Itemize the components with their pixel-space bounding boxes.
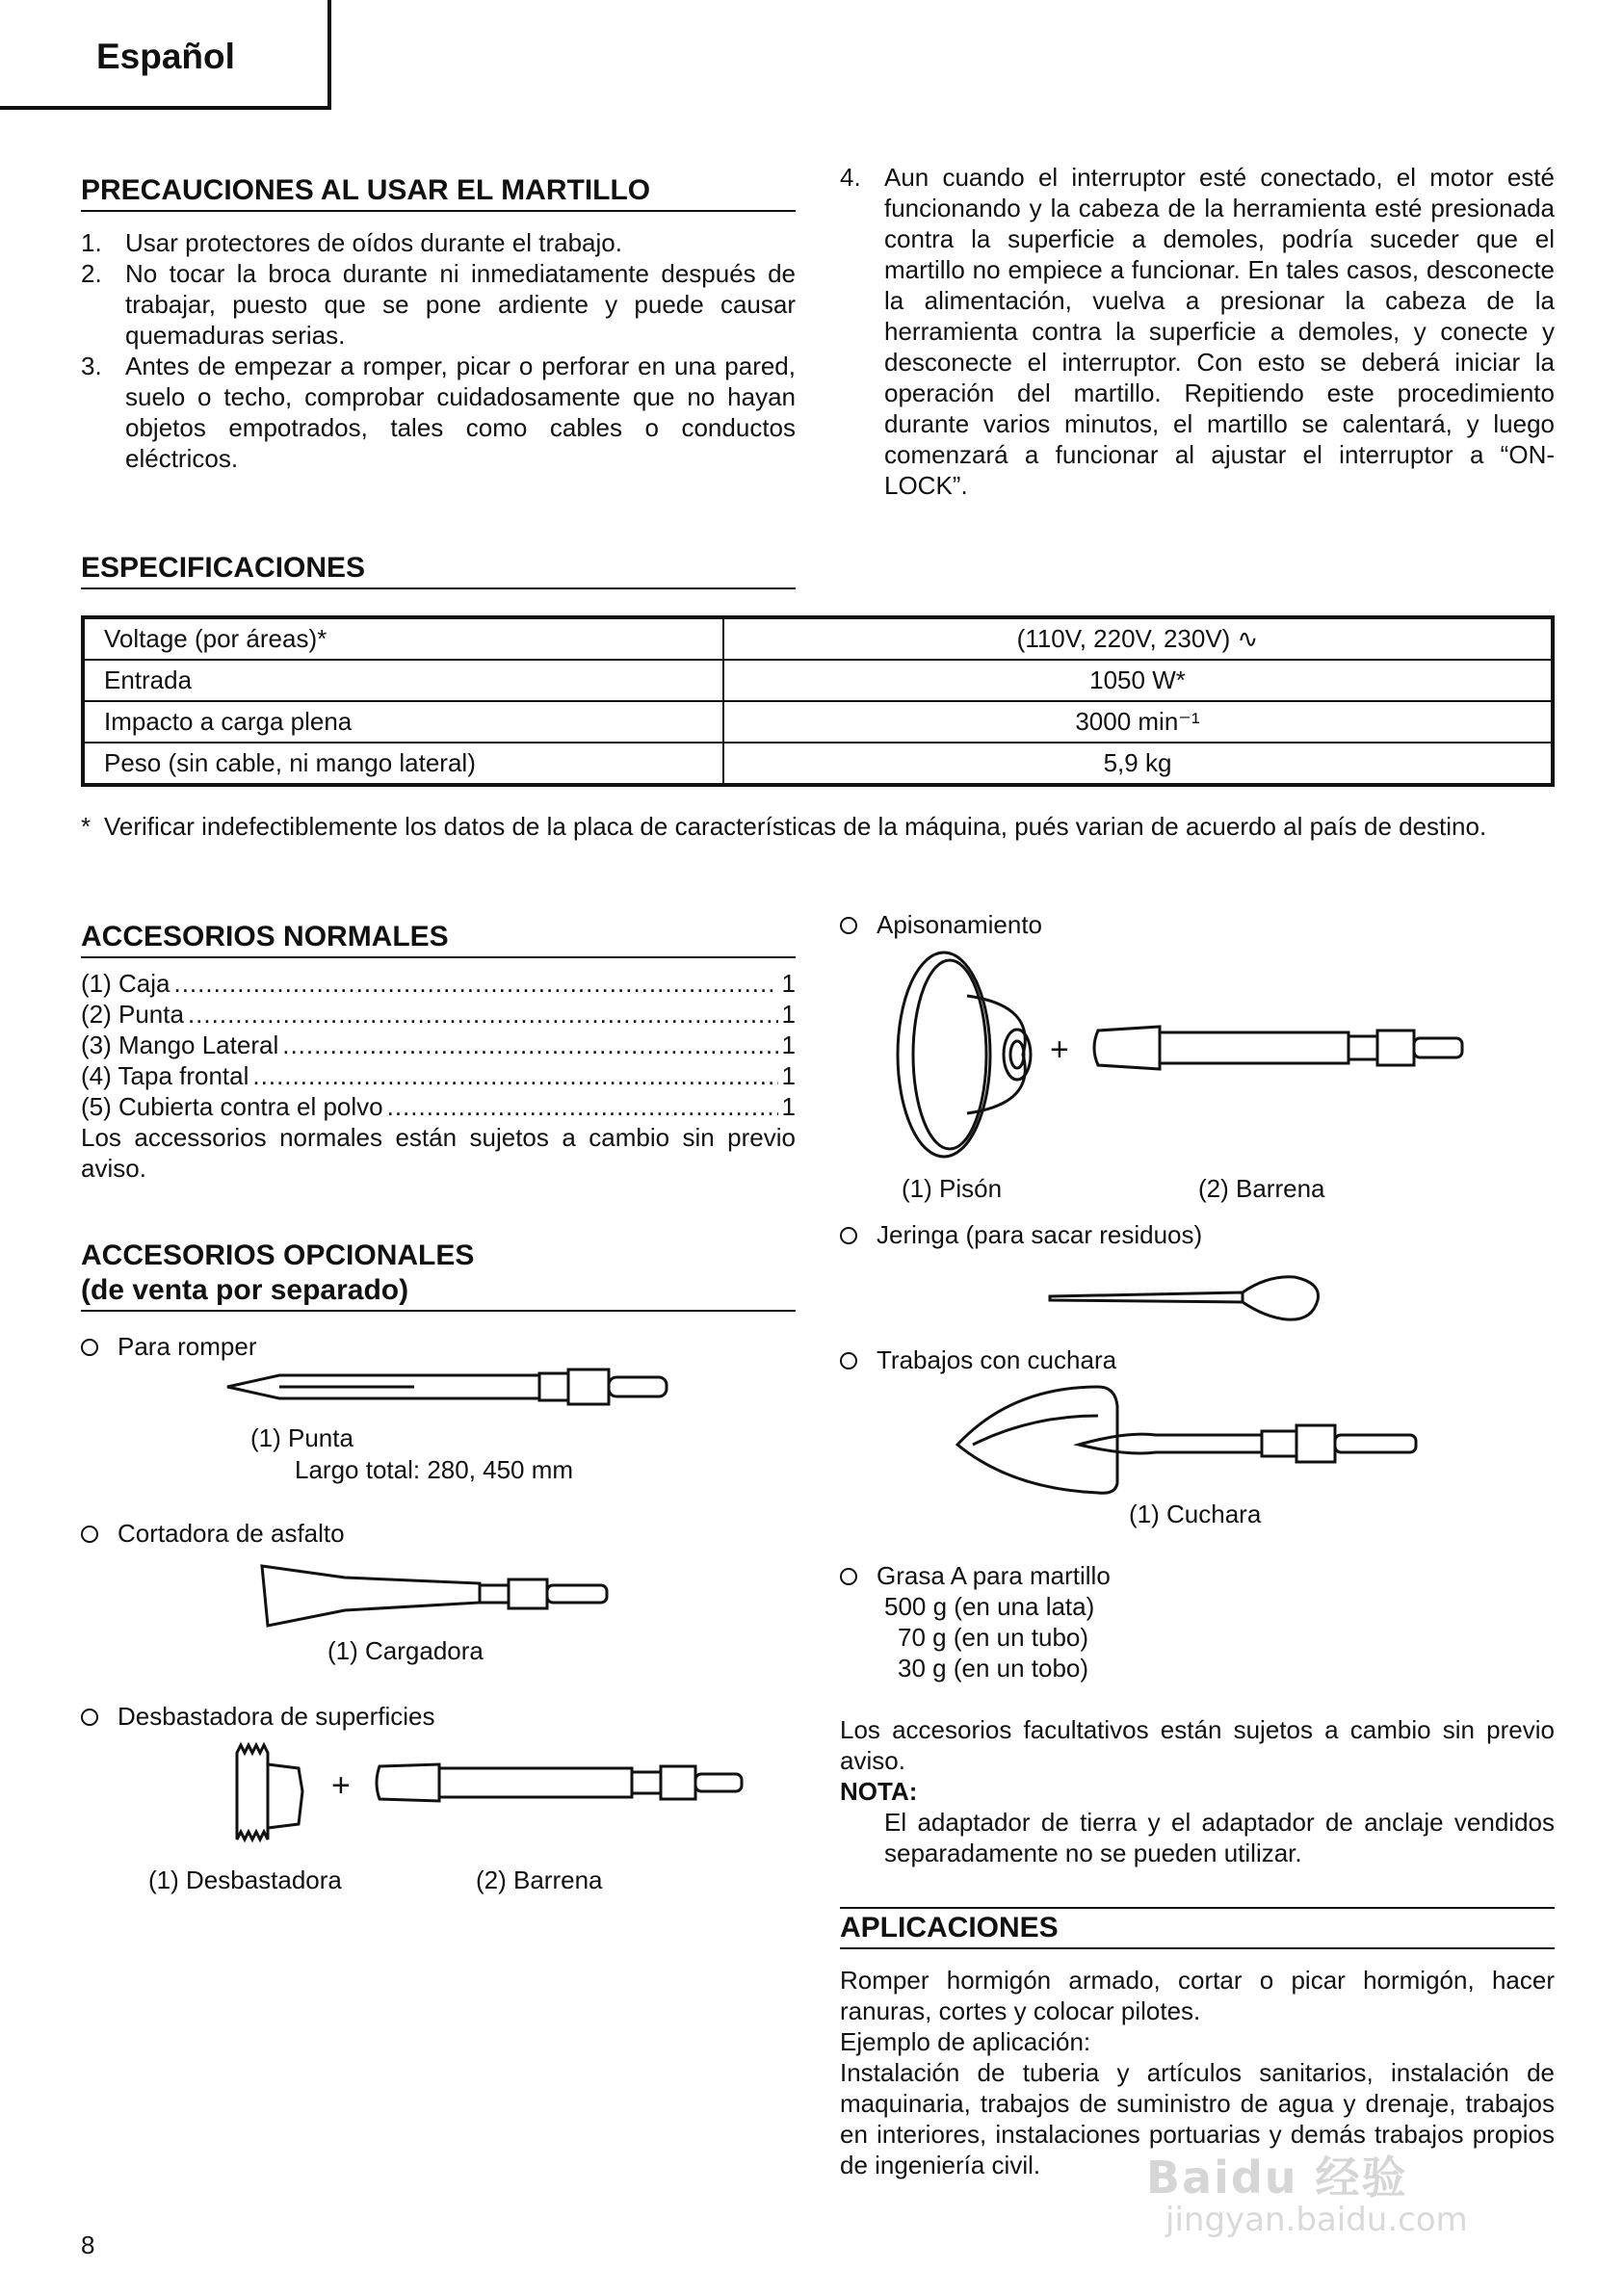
plus-sign: + [331,1767,351,1804]
item-label: (4) Tapa frontal [81,1061,249,1090]
tamper-hub [967,996,1025,1113]
bush-body [268,1764,302,1828]
leader-dots [173,968,777,999]
hex-shank [1296,1425,1335,1462]
grasa-line-1: 500 g (en una lata) [884,1592,1095,1621]
nota-text: El adaptador de tierra y el adaptador de anclaje vendidos separadamente no se pueden utilizar. [884,1808,1555,1867]
applications-title: APLICACIONES [840,1907,1555,1949]
item-qty: 1 [781,1061,796,1090]
precautions-title: PRECAUCIONES AL USAR EL MARTILLO [81,173,796,212]
bullet-circle-icon [840,1227,857,1244]
collar [480,1585,509,1603]
item-number: 4. [840,163,861,192]
apisonamiento-caption-2: (2) Barrena [1198,1174,1325,1203]
spec-value: 1050 W* [723,660,1553,701]
item-label: (2) Punta [81,1000,184,1029]
optional-note: Los accesorios facultativos están sujetos a cambio sin previo aviso. [840,1715,1555,1775]
para-romper-length: Largo total: 280, 450 mm [295,1455,574,1484]
grasa-line-2: 70 g (en un tubo) [898,1623,1089,1652]
item-qty: 1 [781,1000,796,1029]
watermark-logo: Baidu 经验 [1146,2152,1408,2204]
language-label: Español [96,37,235,76]
item-number: 2. [81,259,102,288]
shank-end [1414,1038,1462,1057]
standard-accessories-note: Los accessorios normales están sujetos a cambio sin previo aviso. [81,1123,796,1183]
apisonamiento-title [840,909,1042,940]
item-qty: 1 [781,1092,796,1121]
item-qty: 1 [781,1031,796,1059]
option-label: Apisonamiento [877,910,1042,939]
list-item [81,258,796,351]
bullet-circle-icon [840,917,857,934]
shank-end [1335,1435,1416,1452]
list-item [81,351,796,474]
item-text: Aun cuando el interruptor esté conectado, el motor esté funcionando y la cabeza de la herramienta esté presionada contra la superficie a demoles, podría suceder que el martillo no empiece a funcionar. En tales casos, desconecte la alimentación, vuelva a presionar la cabeza de la herramienta contra la superficie a demoles, y conecte y desconecte el interruptor. Con esto se deberá iniciar la operación del martillo. Repitiendo este procedimiento durante varios minutos, el martillo se calentará, y luego comenzará a funcionar al ajustar el interruptor a “ON-LOCK”. [884,163,1555,500]
tamper-illustration [892,948,1046,1161]
chisel-point-illustration [222,1368,674,1406]
cortadora-title [81,1518,345,1549]
tamper-socket [1004,1030,1031,1080]
shank-end [547,1585,607,1603]
item-label: (1) Caja [81,969,170,998]
standard-accessories-section [81,920,796,1184]
table-row [83,701,1553,743]
tamper-plate-inner [913,960,986,1149]
collar [632,1772,661,1793]
page-number: 8 [81,2231,95,2259]
hex-shank [509,1579,547,1608]
bullet-circle-icon [81,1526,98,1543]
optional-title-line1: ACCESORIOS OPCIONALES [81,1239,475,1271]
spade-rim [973,1416,1098,1445]
item-text: Usar protectores de oídos durante el trabajo. [125,228,622,257]
para-romper-caption: (1) Punta [250,1423,353,1452]
list-item [81,999,796,1030]
hex-shank [661,1766,695,1799]
optional-title-line2: (de venta por separado) [81,1274,409,1306]
list-item [81,227,796,258]
bullet-circle-icon [81,1339,98,1356]
cuchara-caption: (1) Cuchara [1129,1500,1262,1528]
spade-illustration [954,1383,1426,1499]
applications-text-2: Ejemplo de aplicación: [840,2027,1091,2056]
bullet-circle-icon [81,1709,98,1726]
collar [539,1373,568,1400]
bar-socket [377,1764,439,1801]
spec-label: Voltage (por áreas)* [83,617,723,660]
collar [1262,1431,1296,1456]
bullet-circle-icon [840,1352,857,1370]
precautions-list [81,227,796,474]
watermark-url: jingyan.baidu.com [1165,2201,1468,2239]
leader-dots [387,1091,778,1122]
bullet-circle-icon [840,1568,857,1585]
precautions-list-2 [840,162,1555,501]
bush-teeth [237,1745,268,1839]
spade-neck [1079,1434,1262,1453]
table-row [83,660,1553,701]
option-label: Para romper [118,1332,257,1361]
standard-accessories-title: ACCESORIOS NORMALES [81,920,796,958]
bush-tool-illustration [227,1743,310,1847]
plus-sign: + [1050,1031,1069,1068]
grasa-line-3: 30 g (en un tobo) [898,1654,1089,1683]
apisonamiento-caption-1: (1) Pisón [902,1174,1003,1203]
jeringa-title [840,1219,1202,1250]
syringe-illustration [1046,1269,1325,1327]
applications-text-1: Romper hormigón armado, cortar o picar hormigón, hacer ranuras, cortes y colocar pilotes. [840,1966,1555,2025]
item-number: 3. [81,352,102,380]
standard-accessories-list [81,968,796,1122]
item-label: (5) Cubierta contra el polvo [81,1092,383,1121]
para-romper-title [81,1331,257,1362]
footnote-star: * [81,812,92,841]
applications-text-3: Instalación de tuberia y artículos sanitarios, instalación de maquinaria, trabajos de suministro de agua y drenaje, trabajos en interiores, instalaciones portuarias y demás trabajos propios de ingeniería civil. [840,2058,1555,2179]
bar-body [1160,1032,1348,1063]
table-row [83,743,1553,785]
item-label: (3) Mango Lateral [81,1031,279,1059]
item-text: Antes de empezar a romper, picar o perforar en una pared, suelo o techo, comprobar cuidadosamente que no hayan objetos empotrados, tales como cables o conductos eléctricos. [125,352,796,473]
list-item [81,1030,796,1060]
desbastadora-caption-2: (2) Barrena [476,1866,603,1894]
option-label: Trabajos con cuchara [877,1345,1117,1374]
syringe-tube [1050,1292,1243,1302]
option-label: Cortadora de asfalto [118,1519,345,1548]
spec-label: Entrada [83,660,723,701]
specs-table [81,615,1555,787]
hex-shank [568,1370,609,1404]
leader-dots [188,999,778,1030]
leader-dots [252,1060,777,1091]
shank-end [609,1377,667,1396]
item-text: No tocar la broca durante ni inmediatamente después de trabajar, puesto que se pone ardiente y puede causar quemaduras serias. [125,259,796,350]
applications-section [840,1907,1555,2180]
hex-shank [1377,1031,1414,1065]
collar [1348,1036,1377,1059]
table-row [83,617,1553,660]
optional-accessories-title [81,1239,796,1312]
option-label: Desbastadora de superficies [118,1702,435,1731]
option-label: Jeringa (para sacar residuos) [877,1220,1203,1249]
list-item [81,968,796,999]
spec-label: Impacto a carga plena [83,701,723,743]
spec-value: 3000 min⁻¹ [723,701,1553,743]
tamper-plate [898,952,990,1157]
bar-illustration [372,1761,747,1805]
nota-label: NOTA: [840,1777,918,1806]
option-label: Grasa A para martillo [877,1561,1111,1590]
item-number: 1. [81,228,102,257]
cutter-blade [262,1566,480,1626]
shank-end [695,1774,742,1791]
list-item [840,162,1555,501]
precautions-section [81,173,796,474]
specs-title: ESPECIFICACIONES [81,551,796,589]
bar-body [439,1768,632,1797]
precautions-continued [840,162,1555,501]
optional-accessories-section [81,1239,796,1312]
list-item [81,1060,796,1091]
spec-value: (110V, 220V, 230V) ∿ [723,617,1553,660]
item-qty: 1 [781,969,796,998]
specs-section [81,551,796,589]
syringe-bulb [1243,1277,1319,1319]
bar-illustration [1088,1025,1466,1073]
spec-value: 5,9 kg [723,743,1553,785]
list-item [81,1091,796,1122]
grasa-title [840,1560,1111,1591]
spec-label: Peso (sin cable, ni mango lateral) [83,743,723,785]
specs-footnote [81,811,1555,842]
leader-dots [282,1030,777,1060]
cuchara-title [840,1344,1116,1375]
asphalt-cutter-illustration [258,1562,624,1630]
footnote-text: Verificar indefectiblemente los datos de la placa de características de la máquina, pués varian de acuerdo al país de destino. [104,812,1487,841]
bar-socket [1094,1027,1160,1069]
cortadora-caption: (1) Cargadora [327,1636,484,1665]
desbastadora-title [81,1701,435,1732]
desbastadora-caption-1: (1) Desbastadora [148,1866,342,1894]
